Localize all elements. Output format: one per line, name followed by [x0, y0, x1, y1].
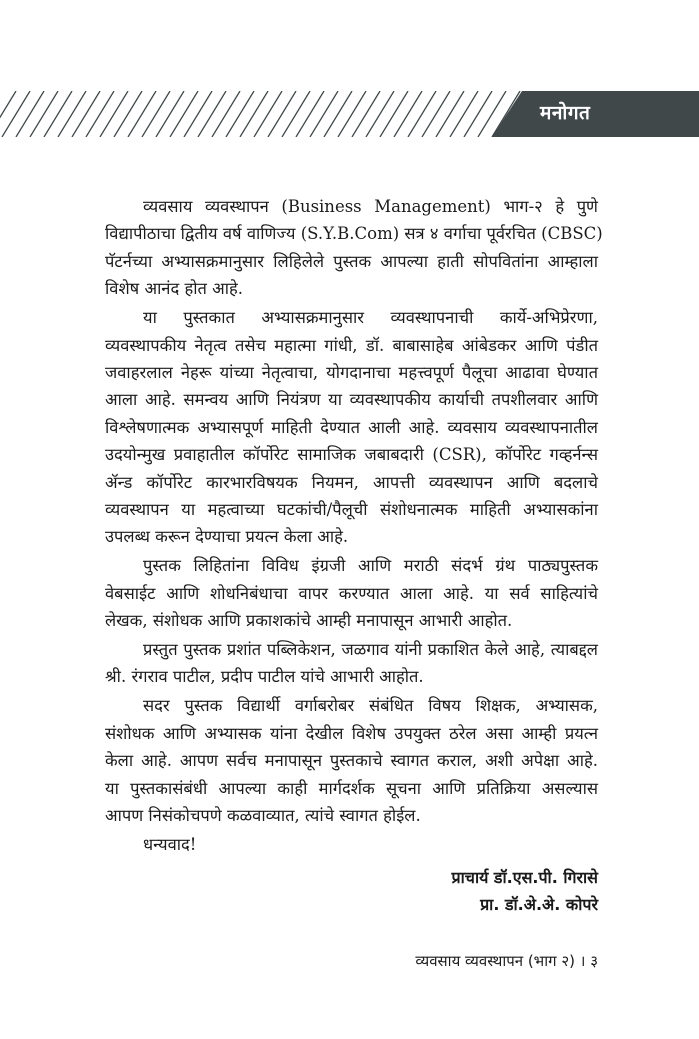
text-line: आपण निसंकोचपणे कळवाव्यात, त्यांचे स्वागत होईल. [105, 805, 421, 825]
signature-professor: प्रा. डॉ.अे.अे. कोपरे [480, 895, 598, 915]
text-line: प्रस्तुत पुस्तक प्रशांत पब्लिकेशन, जळगाव यांनी प्रकाशित केले आहे, त्याबद्दल [143, 640, 598, 659]
stripe-line [282, 91, 310, 137]
stripe-decoration [0, 91, 699, 137]
preface-body [105, 193, 603, 918]
text-line: उदयोन्मुख प्रवाहातील कॉर्पोरेट सामाजिक जबाबदारी (CSR), कॉर्पोरेट गव्हर्नन्स [105, 445, 598, 465]
stripe-line [128, 91, 156, 137]
text-line: श्री. रंगराव पाटील, प्रदीप पाटील यांचे आभारी आहोत. [105, 667, 424, 687]
stripe-line [436, 91, 464, 137]
stripe-line [450, 91, 478, 137]
text-line: आला आहे. समन्वय आणि नियंत्रण या व्यवस्थापकीय कार्याची तपशीलवार आणि [105, 390, 598, 410]
stripe-line [100, 91, 128, 137]
stripe-line [240, 91, 268, 137]
text-line: व्यवसाय व्यवस्थापन (Business Management) भाग-२ हे पुणे [143, 197, 598, 216]
header-banner [0, 91, 699, 137]
stripe-line [58, 91, 86, 137]
stripe-line [352, 91, 380, 137]
stripe-line [170, 91, 198, 137]
stripe-line [310, 91, 338, 137]
text-line: व्यवस्थापन या महत्वाच्या घटकांची/पैलूची संशोधनात्मक माहिती अभ्यासकांना [105, 499, 598, 519]
text-line: या पुस्तकासंबंधी आपल्या काही मार्गदर्शक सूचना आणि प्रतिक्रिया असल्यास [105, 778, 598, 798]
text-line: विद्यापीठाचा द्वितीय वर्ष वाणिज्य (S.Y.B.Com) सत्र ४ वर्गाचा पूर्वरचित (CBSC) [105, 224, 603, 244]
stripe-line [86, 91, 114, 137]
text-line: जवाहरलाल नेहरू यांच्या नेतृत्वाचा, योगदानाचा महत्त्वपूर्ण पैलूचा आढावा घेण्यात [105, 362, 598, 382]
stripe-line [30, 91, 58, 137]
stripe-line [380, 91, 408, 137]
text-line: व्यवस्थापकीय नेतृत्व तसेच महात्मा गांधी, डॉ. बाबासाहेब आंबेडकर आणि पंडीत [105, 335, 598, 355]
stripe-line [422, 91, 450, 137]
stripe-line [114, 91, 142, 137]
paragraph [105, 692, 598, 829]
signature-principal: प्राचार्य डॉ.एस.पी. गिरासे [451, 868, 598, 888]
text-line: केला आहे. आपण सर्वच मनापासून पुस्तकाचे स्वागत कराल, अशी अपेक्षा आहे. [105, 751, 599, 771]
text-line: पुस्तक लिहितांना विविध इंग्रजी आणि मराठी संदर्भ ग्रंथ पाठ्यपुस्तक [143, 556, 598, 576]
stripe-line [296, 91, 324, 137]
text-line: संशोधक आणि अभ्यासक यांना देखील विशेष उपयुक्त ठरेल असा आम्ही प्रयत्न [105, 723, 598, 743]
stripe-line [198, 91, 226, 137]
stripe-line [0, 91, 16, 137]
stripe-line [212, 91, 240, 137]
text-line: लेखक, संशोधक आणि प्रकाशकांचे आम्ही मनापासून आभारी आहोत. [105, 611, 513, 631]
stripe-line [44, 91, 72, 137]
text-line: विशेष आनंद होत आहे. [105, 279, 244, 299]
stripe-line [72, 91, 100, 137]
stripe-line [464, 91, 492, 137]
stripe-line [394, 91, 422, 137]
stripe-line [16, 91, 44, 137]
paragraph [105, 304, 598, 551]
stripe-line [142, 91, 170, 137]
paragraph [105, 193, 603, 303]
text-line: ॲन्ड कॉर्पोरेट कारभारविषयक नियमन, आपत्ती व्यवस्थापन आणि बदलाचे [105, 472, 598, 492]
stripe-line [2, 91, 30, 137]
text-line: पॅटर्नच्या अभ्यासक्रमानुसार लिहिलेले पुस्तक आपल्या हाती सोपवितांना आम्हाला [105, 251, 598, 271]
stripe-line [226, 91, 254, 137]
stripe-line [366, 91, 394, 137]
stripe-line [184, 91, 212, 137]
text-line: या पुस्तकात अभ्यासक्रमानुसार व्यवस्थापनाची कार्ये-अभिप्रेरणा, [143, 308, 598, 328]
text-line: उपलब्ध करून देण्याचा प्रयत्न केला आहे. [105, 527, 349, 547]
stripe-line [324, 91, 352, 137]
text-line: वेबसाईट आणि शोधनिबंधाचा वापर करण्यात आला आहे. या सर्व साहित्यांचे [105, 583, 598, 603]
stripe-line [338, 91, 366, 137]
stripe-line [156, 91, 184, 137]
stripe-line [408, 91, 436, 137]
stripe-line [254, 91, 282, 137]
page-footer: व्यवसाय व्यवस्थापन (भाग २) । ३ [415, 952, 598, 970]
text-line: धन्यवाद! [143, 834, 197, 854]
paragraph [105, 831, 598, 858]
stripe-line [268, 91, 296, 137]
paragraph [105, 636, 598, 691]
section-title: मनोगत [540, 102, 591, 124]
text-line: सदर पुस्तक विद्यार्थी वर्गाबरोबर संबंधित विषय शिक्षक, अभ्यासक, [143, 696, 598, 716]
paragraph [105, 552, 598, 634]
text-line: विश्लेषणात्मक अभ्यासपूर्ण माहिती देण्यात आली आहे. व्यवसाय व्यवस्थापनातील [105, 417, 598, 437]
